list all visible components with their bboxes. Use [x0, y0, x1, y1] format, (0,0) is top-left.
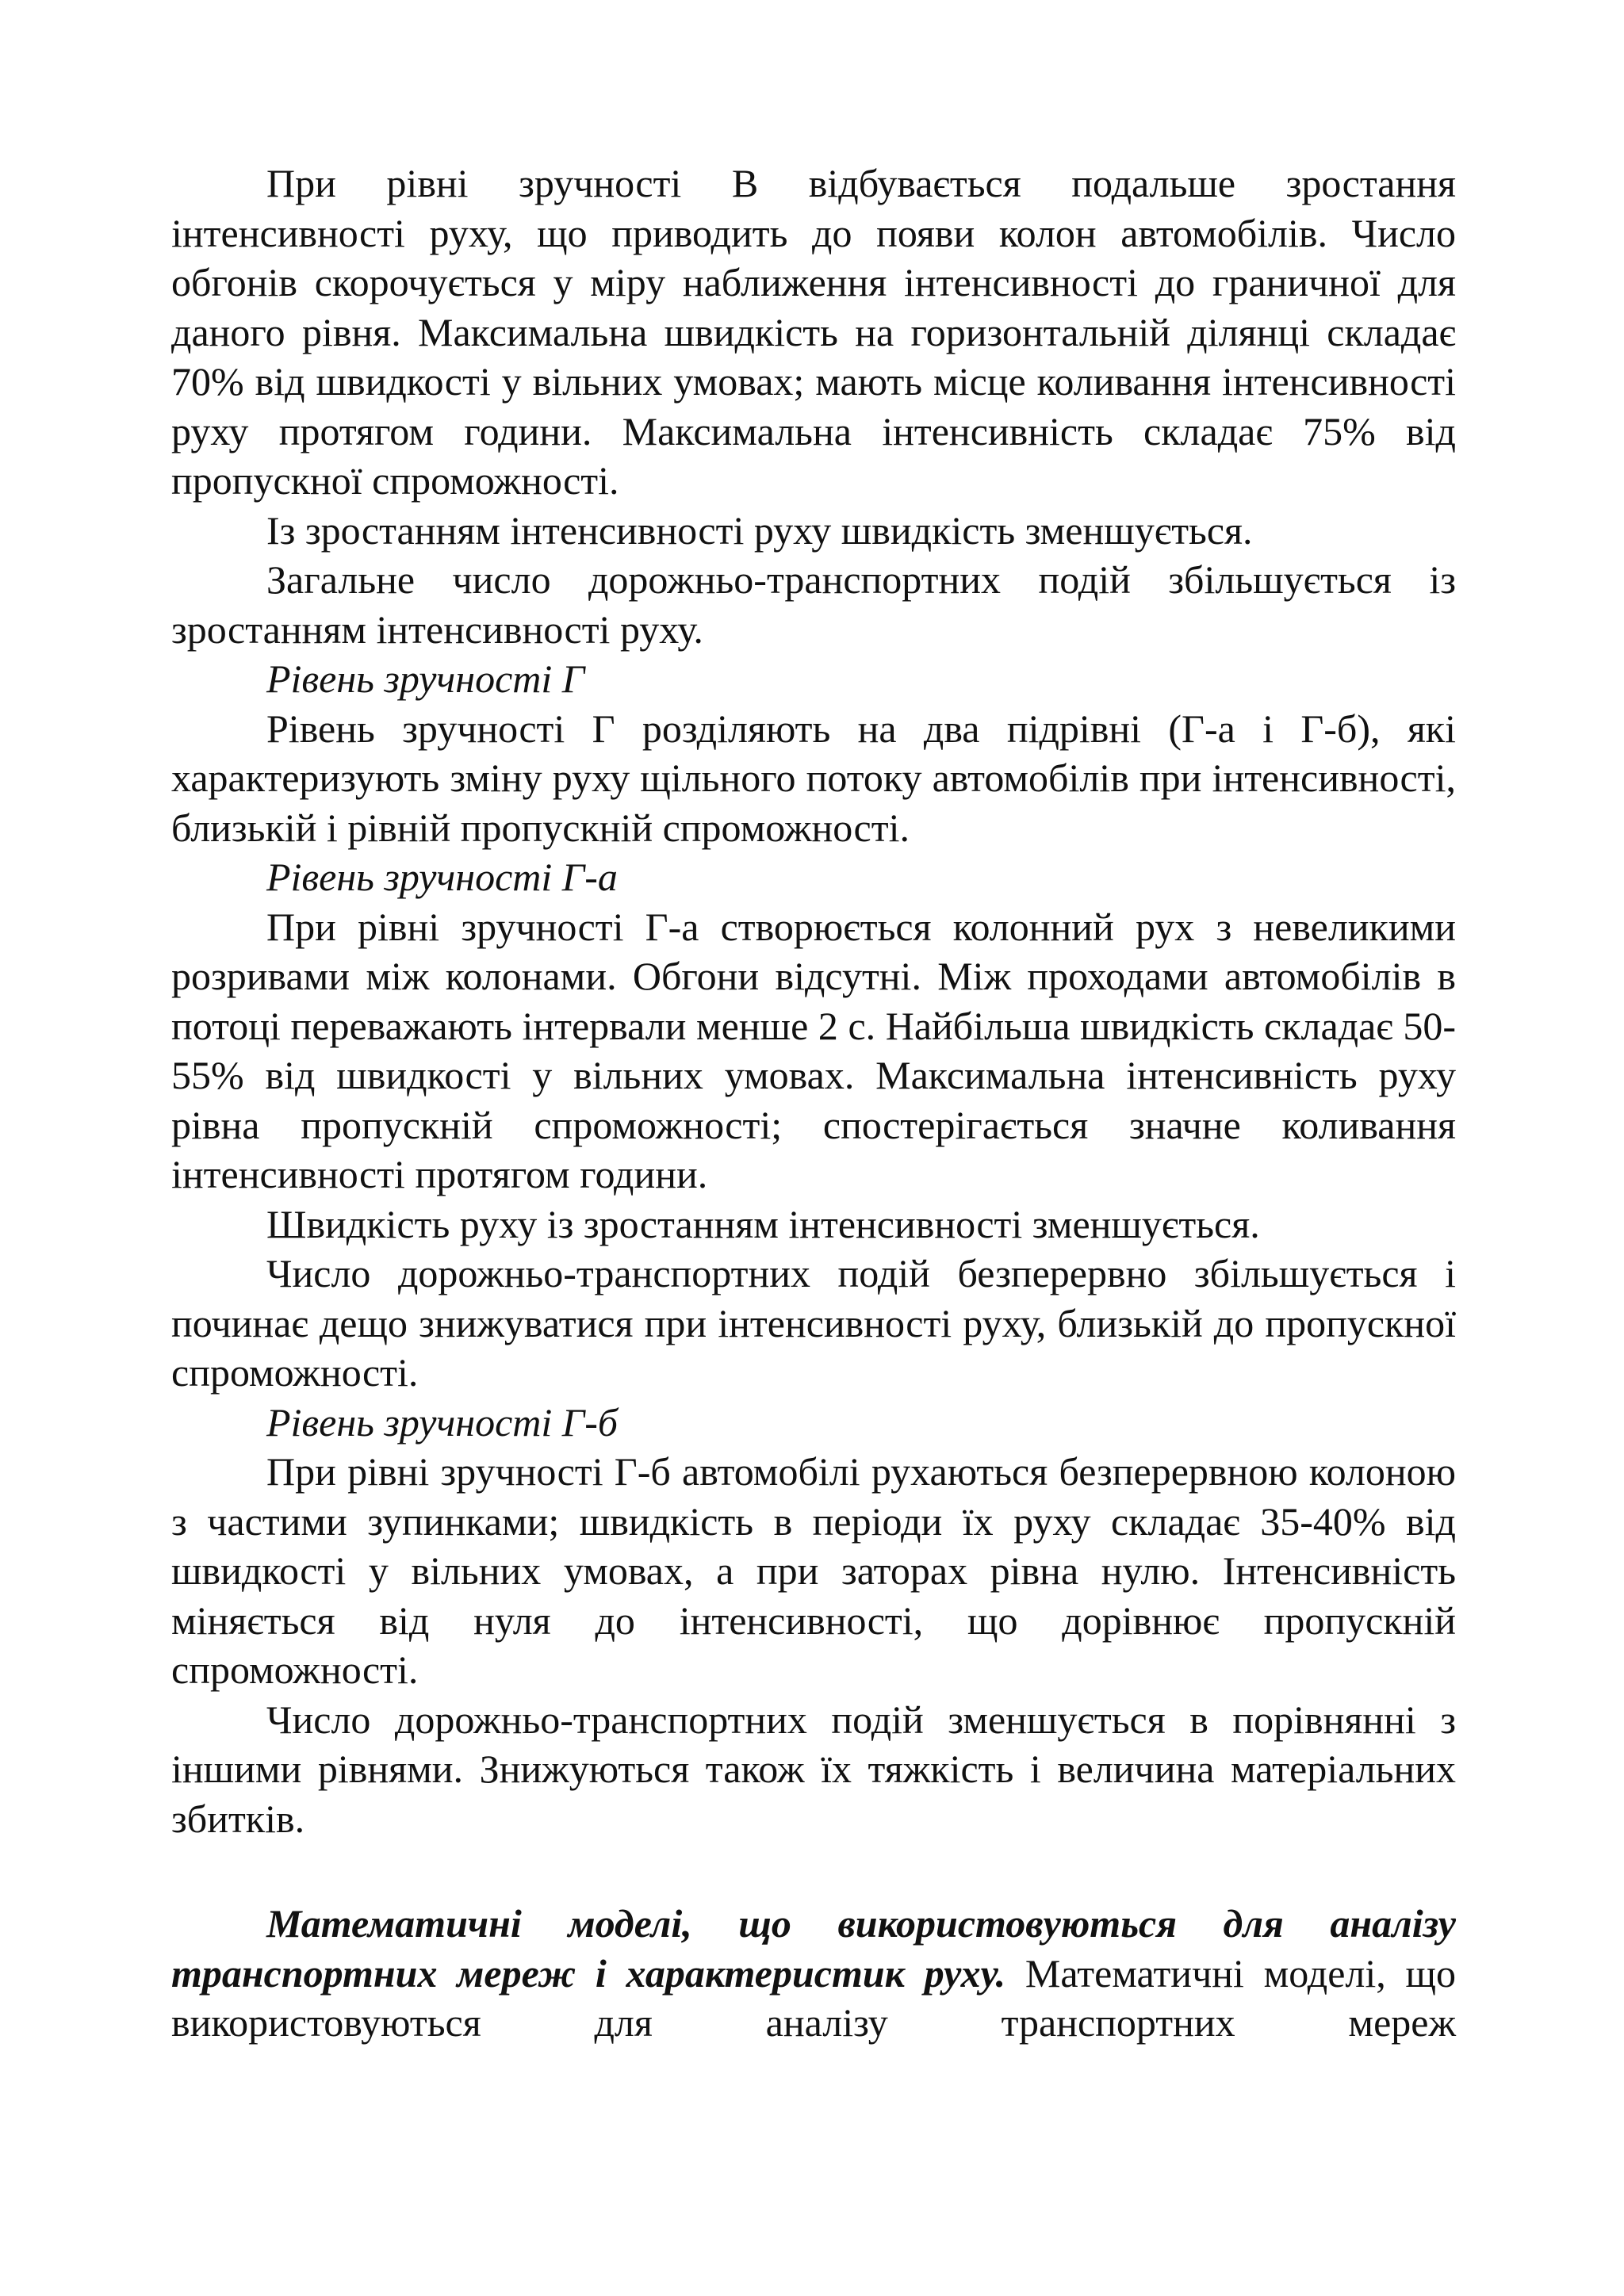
paragraph-g-a-accidents: Число дорожньо-транспортних подій безперервно збільшується і починає дещо знижуватися при інтенсивності руху, близькій до пропускної спроможності.	[171, 1251, 1456, 1395]
paragraph-g-b-accidents: Число дорожньо-транспортних подій зменшується в порівнянні з іншими рівнями. Знижуються також їх тяжкість і величина матеріальних збитків.	[171, 1697, 1456, 1841]
subheading-level-g-b: Рівень зручності Г-б	[266, 1399, 619, 1445]
subheading-level-g: Рівень зручності Г	[266, 656, 585, 701]
paragraph-level-g-b: При рівні зручності Г-б автомобілі рухаються безперервною колоною з частими зупинками; швидкість в періоди їх руху складає 35-40% від швидкості у вільних умовах, а при заторах рівна нулю. Інтенсивність міняється від нуля до інтенсивності, що дорівнює пропускній спроможності.	[171, 1449, 1456, 1692]
math-models-text: Математичні моделі, що використовуються для аналізу транспортних мереж	[171, 1950, 1456, 2045]
paragraph-math-models	[171, 1899, 1456, 2048]
document-page	[171, 159, 1456, 2048]
paragraph-speed-decrease: Із зростанням інтенсивності руху швидкість зменшується.	[266, 507, 1253, 553]
subheading-level-g-a: Рівень зручності Г-а	[266, 855, 618, 899]
paragraph-level-v: При рівні зручності В відбувається подальше зростання інтенсивності руху, що приводить до появи колон автомобілів. Число обгонів скорочується у міру наближення інтенсивності до граничної для даного рівня. Максимальна швидкість на горизонтальній ділянці складає 70% від швидкості у вільних умовах; мають місце коливання інтенсивності руху протягом години. Максимальна інтенсивність складає 75% від пропускної спроможності.	[171, 161, 1456, 503]
paragraph-level-g-a: При рівні зручності Г-а створюється колонний рух з невеликими розривами між колонами. Обгони відсутні. Між проходами автомобілів в потоці переважають інтервали менше 2 с. Найбільша швидкість складає 50-55% від швидкості у вільних умовах. Максимальна інтенсивність руху рівна пропускній спроможності; спостерігається значне коливання інтенсивності протягом години.	[171, 904, 1456, 1196]
paragraph-accidents-increase: Загальне число дорожньо-транспортних подій збільшується із зростанням інтенсивності руху.	[171, 557, 1456, 652]
section-gap	[171, 1843, 1456, 1899]
math-models-heading: Математичні моделі, що використовуються для аналізу транспортних мереж і характеристик руху.	[171, 1901, 1456, 1996]
paragraph-g-a-speed: Швидкість руху із зростанням інтенсивності зменшується.	[266, 1201, 1260, 1246]
paragraph-level-g: Рівень зручності Г розділяють на два підрівні (Г-а і Г-б), які характеризують зміну руху щільного потоку автомобілів при інтенсивності, близькій і рівній пропускній спроможності.	[171, 706, 1456, 850]
